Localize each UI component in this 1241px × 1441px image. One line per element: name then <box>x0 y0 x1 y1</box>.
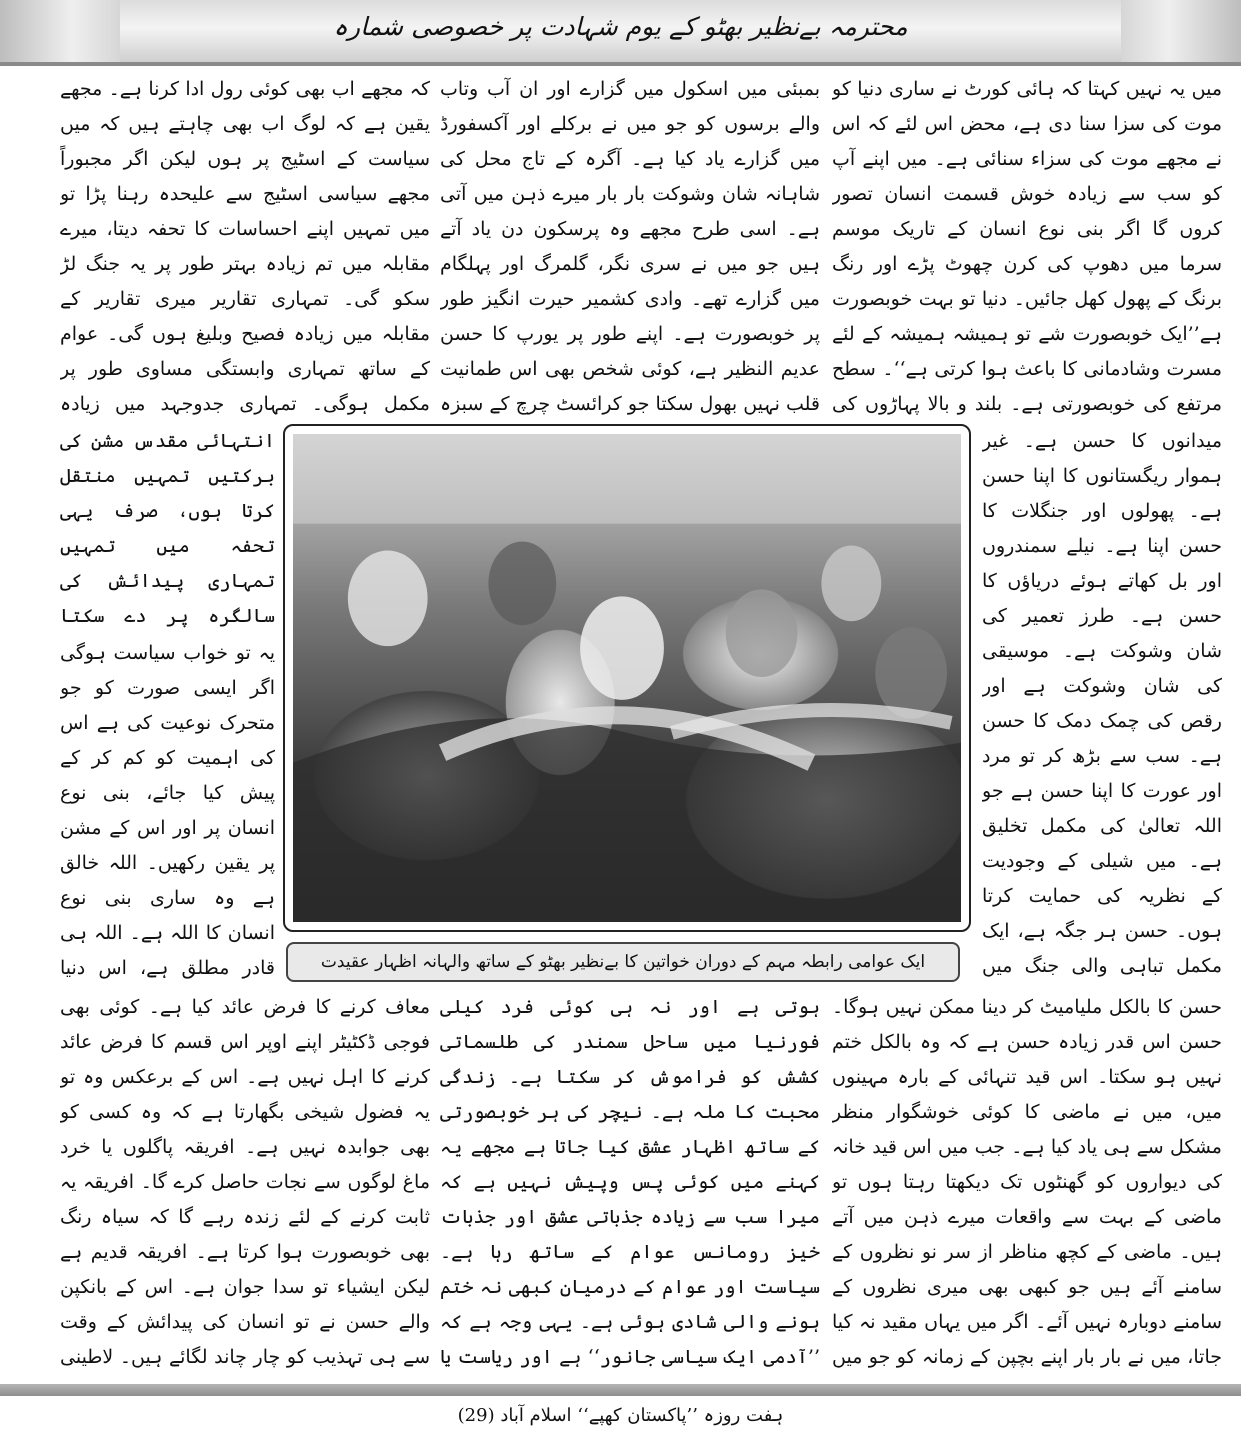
article-column-right-bottom <box>832 990 1222 1380</box>
article-column-middle-bottom <box>440 990 820 1380</box>
article-column-middle-top <box>440 72 820 422</box>
header-divider <box>0 62 1241 66</box>
article-column-left-mid <box>60 424 275 634</box>
portrait-image-right <box>1121 0 1241 62</box>
page-title: محترمہ بےنظیر بھٹو کے یوم شہادت پر خصوصی شمارہ <box>333 12 908 41</box>
footer-publication: ہفت روزہ ’’پاکستان کھپے‘‘ اسلام آباد (29) <box>457 1405 784 1426</box>
paragraph: ہوتی ہے اور نہ ہی کوئی فرد کیلی فورنیا میں ساحل سمندر کی طلسماتی کشش کو فراموش کر سکتا ہے۔ زندگی محبت کا ملہ ہے۔ نیچر کی ہر خوبصورتی کے ساتھ اظہار عشق کیا جاتا ہے مجھے یہ کہنے میں کوئی پس وپیش نہیں ہے کہ میرا سب سے زیادہ جذباتی عشق اور جذبات خیز رومانس عوام کے ساتھ رہا ہے۔ سیاست اور عوام کے درمیان کبھی نہ ختم ہونے والی شادی ہوئی ہے۔ یہی وجہ ہے کہ ’’آدمی ایک سیاسی جانور‘‘ ہے اور ریاست یا <box>440 996 820 1368</box>
article-column-left-mid2 <box>60 636 275 986</box>
paragraph: یہ تو خواب سیاست ہوگی اگر ایسی صورت کو جو متحرک نوعیت کی ہے اس کی اہمیت کو کم کر کے پیش کیا جائے، بنی نوع انسان پر اور اس کے مشن پر یقین رکھیں۔ اللہ خالق ہے وہ ساری بنی نوع انسان کا اللہ ہے۔ اللہ ہی قادر مطلق ہے، اس دنیا <box>60 642 275 979</box>
article-column-left-bottom <box>60 990 430 1380</box>
paragraph: میدانوں کا حسن ہے۔ غیر ہموار ریگستانوں کا اپنا حسن ہے۔ پھولوں اور جنگلات کا حسن اپنا ہے۔ نیلے سمندروں اور بل کھاتے ہوئے دریاؤں کا حسن ہے۔ طرز تعمیر کی شان وشوکت ہے۔ موسیقی کی شان وشوکت ہے اور رقص کی چمک دمک کا حسن ہے۔ سب سے بڑھ کر تو مرد اور عورت کا اپنا حسن ہے جو اللہ تعالیٰ کی مکمل تخلیق ہے۔ میں شیلی کے وجودیت کے نظریہ کی حمایت کرتا ہوں۔ حسن ہر جگہ ہے، ایک مکمل تباہی والی جنگ میں <box>982 430 1222 977</box>
crowd-photo <box>293 434 961 922</box>
photo-frame <box>283 424 971 932</box>
crowd-photo-illustration <box>293 434 961 922</box>
paragraph: بمبئی میں اسکول میں گزارے اور ان آب وتاب والے برسوں کو جو میں نے برکلے اور آکسفورڈ میں گزارے یاد کیا ہے۔ آگرہ کے تاج محل کی شاہانہ شان وشوکت بار بار میرے ذہن میں آتی ہے۔ اسی طرح مجھے وہ پرسکون دن یاد آتے ہیں جو میں نے سری نگر، گلمرگ اور پہلگام میں گزارے تھے۔ وادی کشمیر حیرت انگیز طور پر خوبصورت ہے۔ اپنے طور پر یورپ کا حسن عدیم النظیر ہے، کوئی شخص بھی اس طمانیت قلب نہیں بھول سکتا جو کرائسٹ چرچ کے سبزہ <box>440 78 820 415</box>
article-column-right-mid <box>982 424 1222 984</box>
portrait-image-left <box>0 0 120 62</box>
article-column-right-top <box>832 72 1222 422</box>
article-column-left-top <box>60 72 430 422</box>
paragraph: کہ مجھے اب بھی کوئی رول ادا کرنا ہے۔ مجھے یقین ہے کہ لوگ اب بھی چاہتے ہیں کہ میں سیاست کے اسٹیج پر ہوں لیکن اگر مجبوراً مجھے سیاسی اسٹیج سے علیحدہ رہنا پڑا تو میں تمہیں اپنے احساسات کا تحفہ دیتا، میرے مقابلہ میں تم زیادہ بہتر طور پر یہ جنگ لڑ سکو گی۔ تمہاری تقاریر میری تقاریر کے مقابلہ میں زیادہ فصیح وبلیغ ہوں گی۔ عوام کے ساتھ تمہاری وابستگی مساوی طور پر مکمل ہوگی۔ تمہاری جدوجہد میں زیادہ <box>60 78 430 415</box>
paragraph: معاف کرنے کا فرض عائد کیا ہے۔ کوئی بھی فوجی ڈکٹیٹر اپنے اوپر اس قسم کا فرض عائد کرنے کا اہل نہیں ہے۔ اس کے برعکس وہ تو یہ فضول شیخی بگھارتا ہے کہ وہ کسی کو بھی جوابدہ نہیں ہے۔ افریقہ پاگلوں یا خرد ماغ لوگوں سے نجات حاصل کرے گا۔ افریقہ یہ ثابت کرنے کے لئے زندہ رہے گا کہ سیاہ رنگ بھی خوبصورت ہوا کرتا ہے۔ افریقہ قدیم ہے لیکن ایشیاء تو سدا جوان ہے۔ اس کے بانکپن والے حسن نے تو انسان کی پیدائش کے وقت سے ہی تہذیب کو چار چاند لگائے ہیں۔ لاطینی <box>60 996 430 1368</box>
paragraph: حسن کا بالکل ملیامیٹ کر دینا ممکن نہیں ہوگا۔ حسن اس قدر زیادہ حسن ہے کہ وہ بالکل ختم نہیں ہو سکتا۔ اس قید تنہائی کے بارہ مہینوں میں، میں نے ماضی کا کوئی خوشگوار منظر مشکل سے ہی یاد کیا ہے۔ جب میں اس قید خانہ کی دیواروں کو گھنٹوں تک دیکھتا رہتا ہوں تو ماضی کے بہت سے واقعات میرے ذہن میں آتے ہیں۔ ماضی کے کچھ مناظر از سر نو نظروں کے سامنے آئے ہیں جو کبھی بھی میری نظروں کے سامنے دوبارہ نہیں آئے۔ اگر میں یہاں مقید نہ کیا جاتا، میں نے بار بار اپنے بچپن کے زمانہ کو جو میں <box>832 996 1222 1368</box>
paragraph: میں یہ نہیں کہتا کہ ہائی کورٹ نے ساری دنیا کو موت کی سزا سنا دی ہے، محض اس لئے کہ اس نے مجھے موت کی سزاء سنائی ہے۔ میں اپنے آپ کو سب سے زیادہ خوش قسمت انسان تصور کروں گا اگر بنی نوع انسان کے تاریک موسم سرما میں دھوپ کی کرن چھوٹ پڑے اور رنگ برنگ کے پھول کھل جائیں۔ دنیا تو بہت خوبصورت ہے’’ایک خوبصورت شے تو ہمیشہ ہمیشہ کے لئے مسرت وشادمانی کا باعث ہوا کرتی ہے‘‘۔ سطح مرتفع کی خوبصورتی ہے۔ بلند و بالا پہاڑوں کی <box>832 78 1222 415</box>
header-banner <box>0 0 1241 62</box>
photo-caption: ایک عوامی رابطہ مہم کے دوران خواتین کا بےنظیر بھٹو کے ساتھ والہانہ اظہار عقیدت <box>286 942 960 982</box>
footer-divider <box>0 1384 1241 1396</box>
paragraph: انتہائی مقدس مشن کی برکتیں تمہیں منتقل کرتا ہوں، صرف یہی تحفہ میں تمہیں تمہاری پیدائش کی سالگرہ پر دے سکتا <box>60 430 275 627</box>
